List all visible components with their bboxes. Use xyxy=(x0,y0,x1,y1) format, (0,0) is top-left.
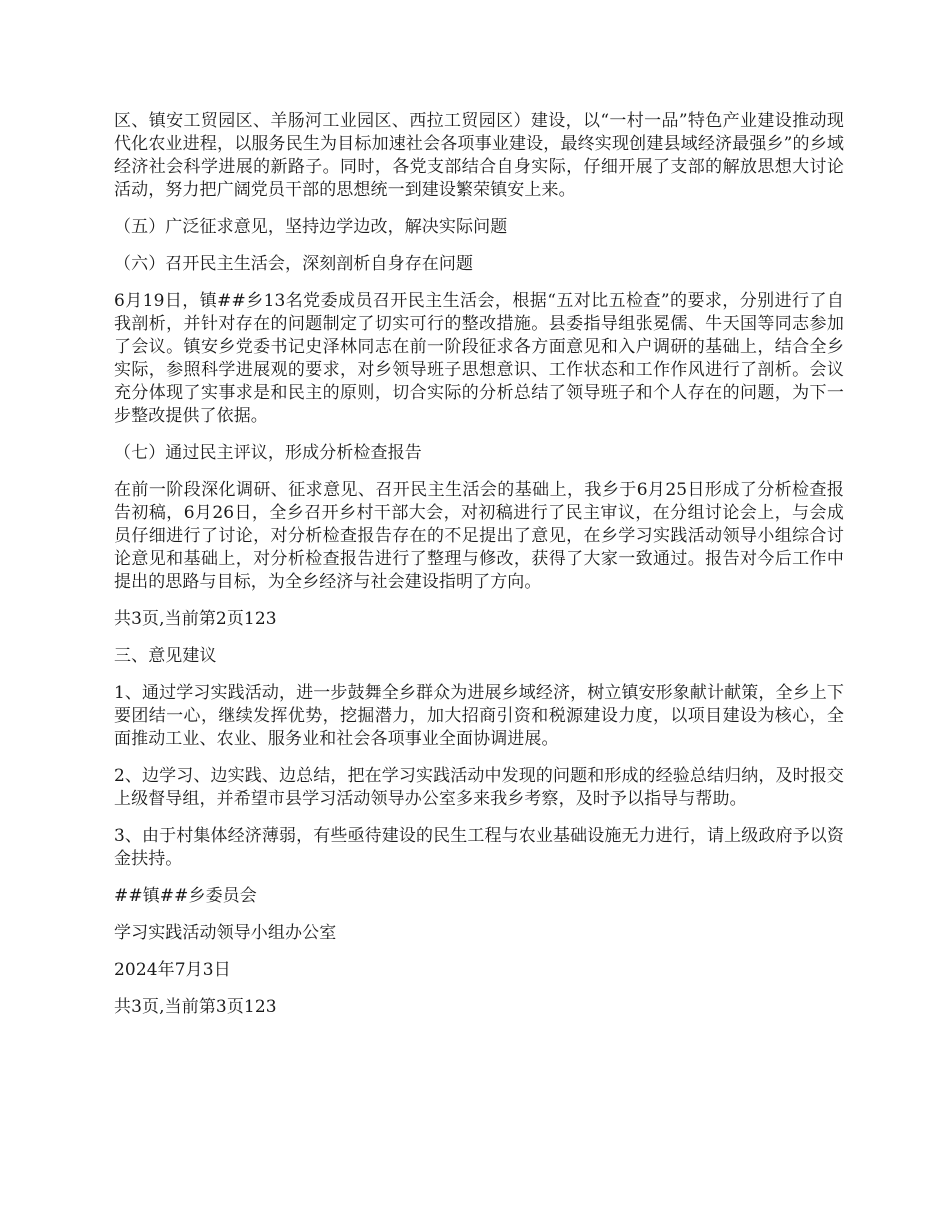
page-indicator-3: 共3页,当前第3页123 xyxy=(114,997,277,1017)
paragraph-democratic-meeting: 6月19日，镇##乡13名党委成员召开民主生活会，根据“五对比五检查”的要求，分别进行了自我剖析，并针对存在的问题制定了切实可行的整改措施。县委指导组张冕儒、牛天国等同志参加了会议。镇安乡党委书记史泽林同志在前一阶段征求各方面意见和入户调研的基础上，结合全乡实际，参照科学进展观的要求，对乡领导班子思想意识、工作状态和工作作风进行了剖析。会议充分体现了实事求是和民主的原则，切合实际的分析总结了领导班子和个人存在的问题，为下一步整改提供了依据。 xyxy=(114,291,844,426)
heading-section-5: （五）广泛征求意见，坚持边学边改，解决实际问题 xyxy=(114,217,508,237)
suggestion-item-2: 2、边学习、边实践、边总结，把在学习实践活动中发现的问题和形成的经验总结归纳，及时报交上级督导组，并希望市县学习活动领导办公室多来我乡考察，及时予以指导与帮助。 xyxy=(114,766,844,809)
document-date: 2024年7月3日 xyxy=(114,960,231,980)
paragraph-industrial-parks: 区、镇安工贸园区、羊肠河工业园区、西拉工贸园区）建设，以“一村一品”特色产业建设推动现代化农业进程，以服务民生为目标加速社会各项事业建设，最终实现创建县域经济最强乡”的乡域经济社会科学进展的新路子。同时，各党支部结合自身实际，仔细开展了支部的解放思想大讨论活动，努力把广阔党员干部的思想统一到建设繁荣镇安上来。 xyxy=(114,111,844,200)
heading-section-6: （六）召开民主生活会，深刻剖析自身存在问题 xyxy=(114,254,474,274)
document-page xyxy=(114,110,844,1033)
suggestion-item-3: 3、由于村集体经济薄弱，有些亟待建设的民生工程与农业基础设施无力进行，请上级政府予以资金扶持。 xyxy=(114,826,844,869)
heading-section-7: （七）通过民主评议，形成分析检查报告 xyxy=(114,443,422,463)
heading-suggestions: 三、意见建议 xyxy=(114,646,217,666)
suggestion-item-1: 1、通过学习实践活动，进一步鼓舞全乡群众为进展乡域经济，树立镇安形象献计献策，全乡上下要团结一心，继续发挥优势，挖掘潜力，加大招商引资和税源建设力度，以项目建设为核心，全面推动工业、农业、服务业和社会各项事业全面协调进展。 xyxy=(114,683,844,749)
paragraph-analysis-report: 在前一阶段深化调研、征求意见、召开民主生活会的基础上，我乡于6月25日形成了分析检查报告初稿，6月26日，全乡召开乡村干部大会，对初稿进行了民主审议，在分组讨论会上，与会成员仔细进行了讨论，对分析检查报告存在的不足提出了意见，在乡学习实践活动领导小组综合讨论意见和基础上，对分析检查报告进行了整理与修改，获得了大家一致通过。报告对今后工作中提出的思路与目标，为全乡经济与社会建设指明了方向。 xyxy=(114,480,844,592)
signature-committee: ##镇##乡委员会 xyxy=(114,886,257,906)
signature-office: 学习实践活动领导小组办公室 xyxy=(114,923,337,943)
page-indicator-2: 共3页,当前第2页123 xyxy=(114,609,277,629)
